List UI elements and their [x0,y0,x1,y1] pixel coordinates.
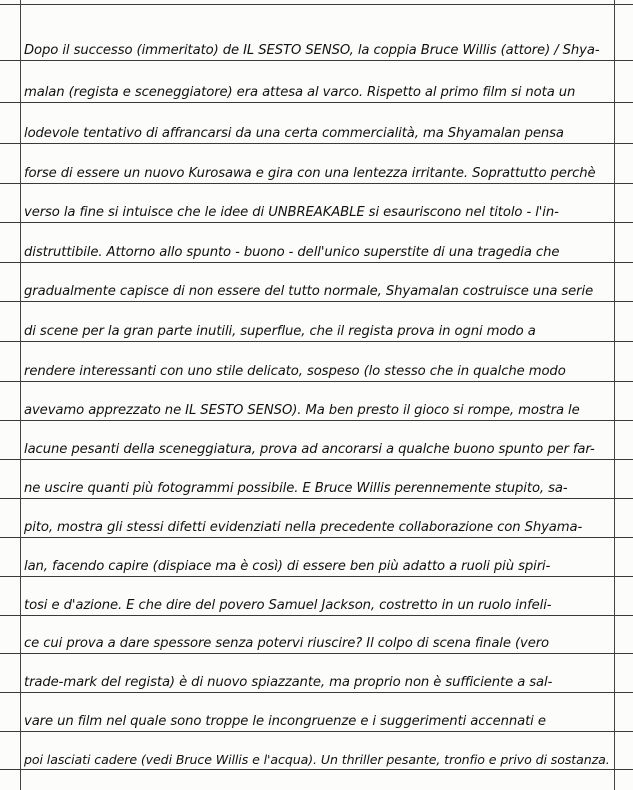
ruled-line [0,459,633,460]
text-line-13: pito, mostra gli stessi difetti evidenziati nella precedente collaborazione con Shyama- [24,520,583,535]
ruled-line [0,420,633,421]
ruled-line [0,653,633,654]
text-line-18: vare un film nel quale sono troppe le incongruenze e i suggerimenti accennati e [24,714,546,729]
ruled-line [0,262,633,263]
ruled-line [0,576,633,577]
text-line-9: rendere interessanti con uno stile delicato, sospeso (lo stesso che in qualche modo [24,364,566,379]
ruled-line [0,222,633,223]
ruled-line [0,4,633,5]
text-line-14: lan, facendo capire (dispiace ma è così) di essere ben più adatto a ruoli più spiri- [24,559,551,574]
text-line-11: lacune pesanti della sceneggiatura, prova ad ancorarsi a qualche buono spunto per far- [24,442,595,457]
ruled-line [0,769,633,770]
ruled-line [0,537,633,538]
text-line-16: ce cui prova a dare spessore senza potervi riuscire? Il colpo di scena finale (vero [24,636,550,651]
text-line-17: trade-mark del regista) è di nuovo spiazzante, ma proprio non è sufficiente a sal- [24,675,553,690]
ruled-line [0,341,633,342]
ruled-line [0,102,633,103]
left-margin-line [20,0,21,790]
right-margin-line [614,0,615,790]
text-line-1: Dopo il successo (immeritato) de IL SESTO SENSO, la coppia Bruce Willis (attore) / Shya- [24,43,600,58]
ruled-line [0,381,633,382]
text-line-6: distruttibile. Attorno allo spunto - buono - dell'unico superstite di una tragedia che [24,245,560,260]
ruled-line [0,183,633,184]
text-line-10: avevamo apprezzato ne IL SESTO SENSO). Ma ben presto il gioco si rompe, mostra le [24,403,580,418]
text-line-2: malan (regista e sceneggiatore) era attesa al varco. Rispetto al primo film si nota un [24,85,576,100]
text-line-12: ne uscire quanti più fotogrammi possibile. E Bruce Willis perennemente stupito, sa- [24,481,568,496]
text-line-4: forse di essere un nuovo Kurosawa e gira con una lentezza irritante. Soprattutto perchè [24,166,596,181]
ruled-line [0,143,633,144]
text-line-7: gradualmente capisce di non essere del tutto normale, Shyamalan costruisce una serie [24,284,594,299]
ruled-line [0,731,633,732]
text-line-15: tosi e d'azione. E che dire del povero Samuel Jackson, costretto in un ruolo infeli- [24,598,552,613]
text-line-5: verso la fine si intuisce che le idee di UNBREAKABLE si esauriscono nel titolo - l'in- [24,205,559,220]
ruled-line [0,498,633,499]
ruled-line [0,60,633,61]
ruled-line [0,301,633,302]
text-line-3: lodevole tentativo di affrancarsi da una certa commercialità, ma Shyamalan pensa [24,126,564,141]
ruled-line [0,692,633,693]
text-line-8: di scene per la gran parte inutili, superflue, che il regista prova in ogni modo a [24,324,536,339]
text-line-19: poi lasciati cadere (vedi Bruce Willis e l'acqua). Un thriller pesante, tronfio e privo di sostanza. [24,752,610,767]
ruled-line [0,615,633,616]
